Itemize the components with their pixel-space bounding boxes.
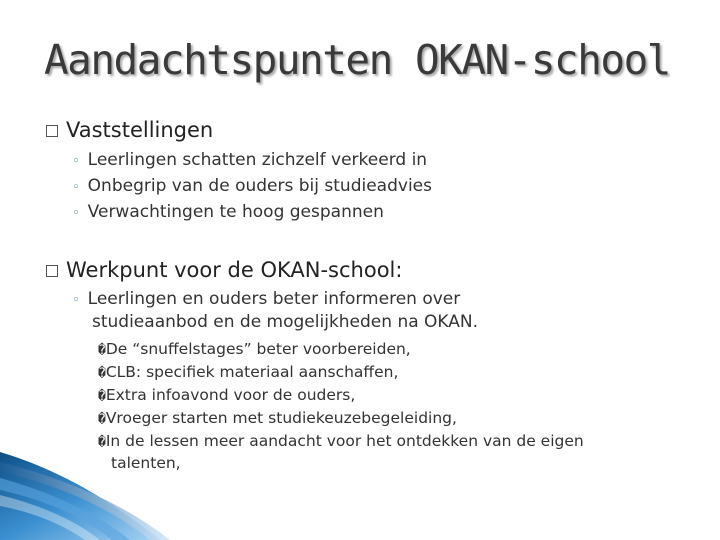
ring-bullet-icon: ◦	[72, 293, 80, 308]
list-item: ◦ Leerlingen en ouders beter informeren over	[72, 289, 461, 309]
sub-list-item-continuation: talenten,	[111, 454, 181, 472]
section-heading: Vaststellingen	[66, 118, 214, 142]
missing-glyph-icon: �	[98, 343, 106, 358]
sub-list-item: �CLB: specifiek materiaal aanschaffen,	[98, 363, 399, 381]
missing-glyph-icon: �	[98, 366, 106, 381]
ring-bullet-icon: ◦	[72, 206, 80, 221]
section-heading: Werkpunt voor de OKAN-school:	[66, 258, 403, 282]
list-item: ◦ Leerlingen schatten zichzelf verkeerd in	[72, 150, 428, 170]
missing-glyph-icon: �	[98, 389, 106, 404]
sub-list-item: �Extra infoavond voor de ouders,	[98, 386, 356, 404]
checkbox-bullet-icon	[46, 125, 58, 137]
missing-glyph-icon: �	[98, 412, 106, 427]
missing-glyph-icon: �	[98, 435, 106, 450]
ring-bullet-icon: ◦	[72, 180, 80, 195]
section-vaststellingen	[46, 118, 213, 142]
sub-list-item: �In de lessen meer aandacht voor het ontdekken van de eigen	[98, 432, 584, 450]
list-item: ◦ Verwachtingen te hoog gespannen	[72, 202, 384, 222]
list-item-continuation: studieaanbod en de mogelijkheden na OKAN.	[92, 312, 479, 332]
list-item: ◦ Onbegrip van de ouders bij studieadvies	[72, 176, 432, 196]
sub-list-item: �De “snuffelstages” beter voorbereiden,	[98, 340, 411, 358]
checkbox-bullet-icon	[46, 265, 58, 277]
ring-bullet-icon: ◦	[72, 154, 80, 169]
sub-list-item: �Vroeger starten met studiekeuzebegeleiding,	[98, 409, 457, 427]
slide-title: Aandachtspunten OKAN-school	[44, 36, 670, 84]
section-werkpunt	[46, 258, 402, 282]
